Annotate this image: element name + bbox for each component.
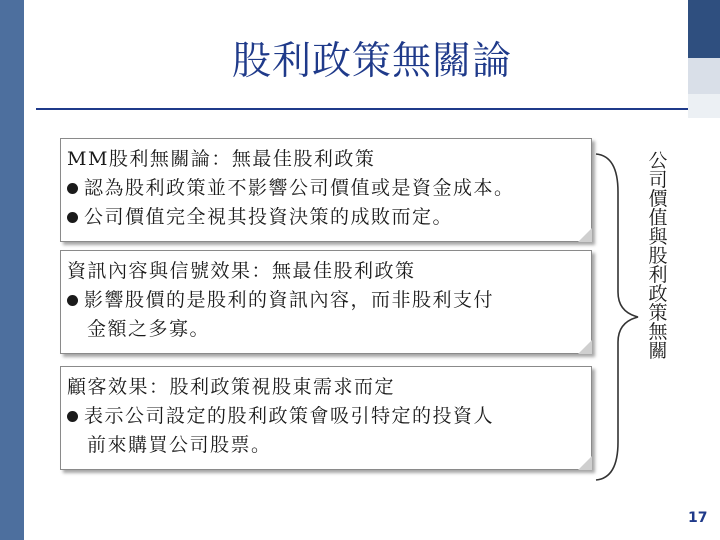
vertical-label-char: 司 — [648, 169, 668, 191]
content-box-clientele — [60, 366, 592, 470]
bullet-text: 表示公司設定的股利政策會吸引特定的投資人 — [84, 405, 495, 427]
bullet-line — [67, 203, 591, 232]
bullet-text: 公司價值完全視其投資決策的成敗而定。 — [84, 206, 454, 228]
vertical-label-char: 關 — [648, 340, 668, 362]
bullet-dot-icon — [67, 212, 78, 223]
bullet-line — [67, 286, 591, 315]
right-brace-icon — [588, 152, 644, 482]
bullet-text: 影響股價的是股利的資訊內容，而非股利支付 — [84, 289, 495, 311]
bullet-line — [67, 402, 591, 431]
bullet-dot-icon — [67, 183, 78, 194]
continuation-line: 前來購買公司股票。 — [87, 434, 272, 456]
content-box-mm-irrelevance — [60, 138, 592, 242]
page-number: 17 — [688, 510, 708, 526]
continuation-line: 金額之多寡。 — [87, 318, 211, 340]
vertical-label-char: 政 — [648, 283, 668, 305]
box-heading: 顧客效果：股利政策視股東需求而定 — [67, 376, 396, 398]
bullet-line — [67, 174, 591, 203]
vertical-label-char: 無 — [648, 321, 668, 343]
content-box-signaling — [60, 250, 592, 354]
bullet-dot-icon — [67, 295, 78, 306]
box-heading: MM股利無關論：無最佳股利政策 — [67, 148, 376, 170]
vertical-label-char: 股 — [648, 245, 668, 267]
vertical-label-char: 值 — [648, 207, 668, 229]
title-underline — [36, 108, 688, 110]
vertical-side-label — [647, 152, 669, 361]
vertical-label-char: 公 — [648, 150, 668, 172]
vertical-label-char: 價 — [648, 188, 668, 210]
corner-accent-gray — [688, 94, 720, 118]
vertical-label-char: 與 — [648, 226, 668, 248]
bullet-dot-icon — [67, 411, 78, 422]
bullet-text: 認為股利政策並不影響公司價值或是資金成本。 — [84, 177, 515, 199]
slide-title: 股利政策無關論 — [231, 39, 512, 84]
vertical-label-char: 利 — [648, 264, 668, 286]
vertical-label-char: 策 — [648, 302, 668, 324]
box-heading: 資訊內容與信號效果：無最佳股利政策 — [67, 260, 416, 282]
